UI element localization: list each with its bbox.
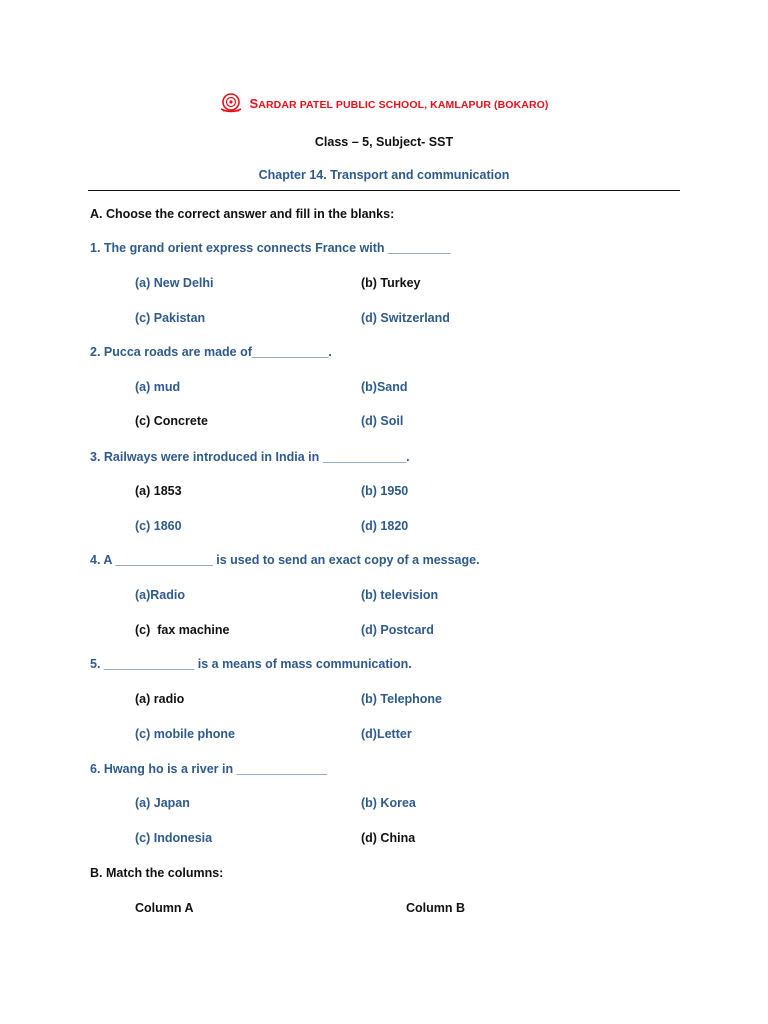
q3-option-b: (b) 1950 — [361, 484, 409, 498]
school-header — [0, 92, 768, 114]
question-4: 4. A ______________ is used to send an exact copy of a message. — [90, 553, 480, 567]
chapter-title: Chapter 14. Transport and communication — [258, 168, 510, 182]
school-emblem-icon — [219, 92, 243, 114]
q4-option-c: (c) fax machine — [135, 623, 230, 637]
q1-option-d: (d) Switzerland — [361, 311, 450, 325]
question-3: 3. Railways were introduced in India in ____________. — [90, 450, 410, 464]
q5-option-d: (d)Letter — [361, 727, 412, 741]
school-name: SARDAR PATEL PUBLIC SCHOOL, KAMLAPUR (BOKARO) — [249, 95, 549, 111]
q5-option-b: (b) Telephone — [361, 692, 443, 706]
class-subject: Class – 5, Subject- SST — [314, 135, 454, 149]
q3-option-d: (d) 1820 — [361, 519, 409, 533]
question-6: 6. Hwang ho is a river in _____________ — [90, 762, 327, 776]
q2-option-a: (a) mud — [135, 380, 181, 394]
question-2: 2. Pucca roads are made of___________. — [90, 345, 332, 359]
q4-option-a: (a)Radio — [135, 588, 185, 602]
section-b-heading: B. Match the columns: — [90, 866, 224, 880]
q5-option-c: (c) mobile phone — [135, 727, 235, 741]
column-a-header: Column A — [135, 901, 194, 915]
q6-option-b: (b) Korea — [361, 796, 416, 810]
q1-option-a: (a) New Delhi — [135, 276, 214, 290]
q3-option-a: (a) 1853 — [135, 484, 182, 498]
q4-option-d: (d) Postcard — [361, 623, 434, 637]
header-divider — [88, 190, 680, 191]
q4-option-b: (b) television — [361, 588, 439, 602]
question-1: 1. The grand orient express connects France with _________ — [90, 241, 451, 255]
question-5: 5. _____________ is a means of mass communication. — [90, 657, 412, 671]
section-a-heading: A. Choose the correct answer and fill in the blanks: — [90, 207, 395, 221]
q1-option-c: (c) Pakistan — [135, 311, 206, 325]
q2-option-b: (b)Sand — [361, 380, 408, 394]
q6-option-a: (a) Japan — [135, 796, 190, 810]
q2-option-d: (d) Soil — [361, 414, 404, 428]
q6-option-c: (c) Indonesia — [135, 831, 213, 845]
q2-option-c: (c) Concrete — [135, 414, 208, 428]
column-b-header: Column B — [406, 901, 466, 915]
q1-option-b: (b) Turkey — [361, 276, 421, 290]
q6-option-d: (d) China — [361, 831, 416, 845]
q5-option-a: (a) radio — [135, 692, 185, 706]
q3-option-c: (c) 1860 — [135, 519, 182, 533]
